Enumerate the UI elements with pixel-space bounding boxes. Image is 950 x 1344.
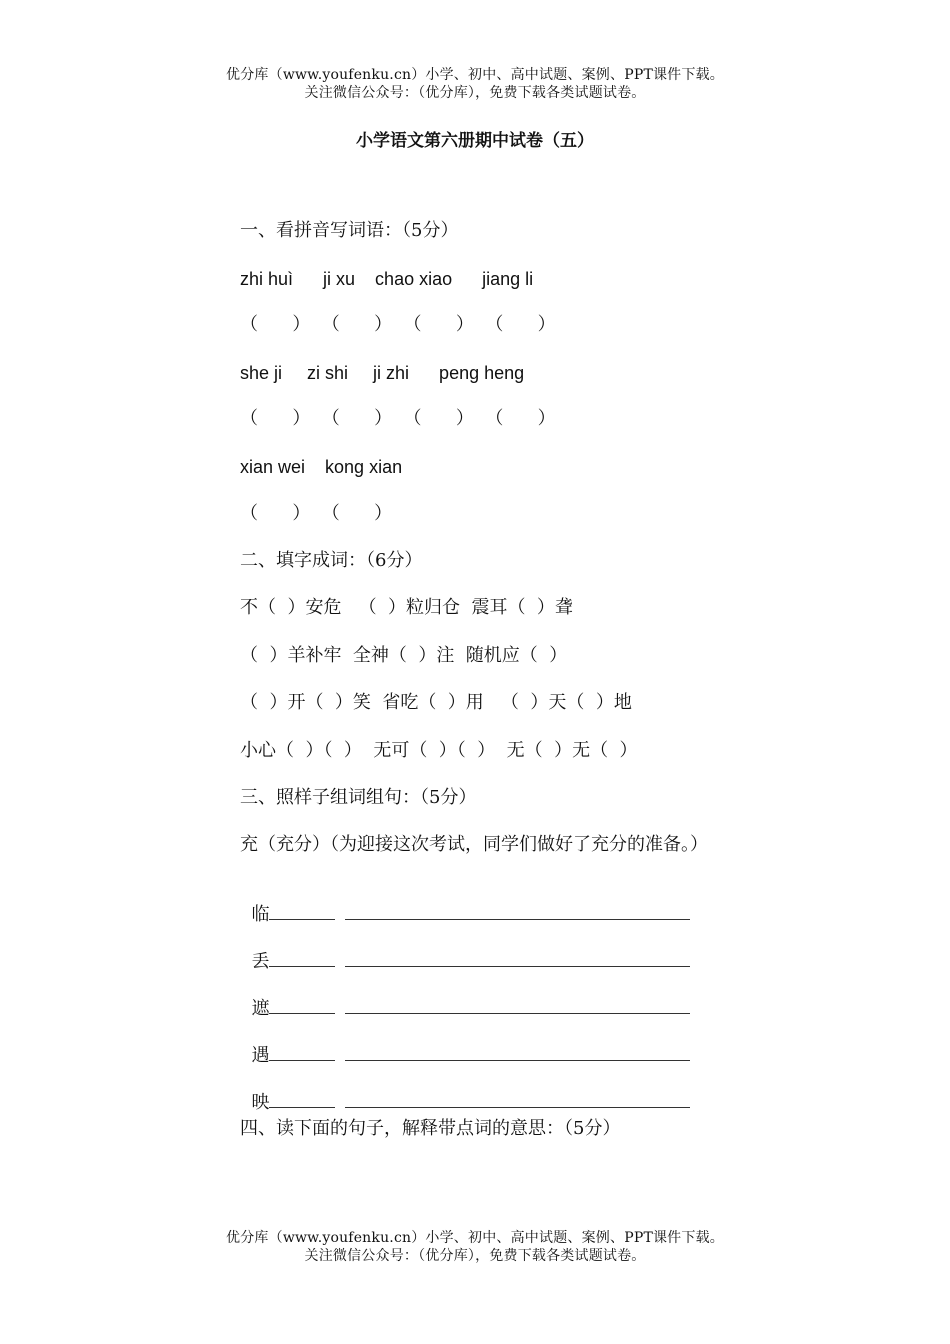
sentence-blank[interactable] [345, 1046, 690, 1061]
compose-row [240, 976, 690, 1020]
sentence-blank[interactable] [345, 999, 690, 1014]
header-line-2: 关注微信公众号：（优分库），免费下载各类试题试卷。 [304, 85, 646, 101]
pinyin-row-1: zhi huì ji xu chao xiao jiang li [240, 269, 534, 289]
word-blank[interactable] [269, 952, 335, 967]
section1-heading: 一、看拼音写词语：（5分） [240, 220, 459, 241]
pinyin-row-3: xian wei kong xian [240, 457, 403, 477]
compose-char: 丢 [251, 951, 270, 972]
word-blank[interactable] [269, 1093, 335, 1108]
idiom-row-3: （ ）开（ ）笑 省吃（ ）用 （ ）天（ ）地 [240, 692, 632, 713]
word-blank[interactable] [269, 1046, 335, 1061]
word-blank[interactable] [269, 999, 335, 1014]
answer-brackets-2: （ ） （ ） （ ） （ ） [240, 408, 556, 429]
idiom-row-4: 小心（ ）（ ） 无可（ ）（ ） 无（ ）无（ ） [240, 740, 638, 761]
sentence-blank[interactable] [345, 905, 690, 920]
compose-row [240, 1023, 690, 1067]
section2-heading: 二、填字成词：（6分） [240, 550, 423, 571]
compose-row [240, 882, 690, 926]
header-line-1: 优分库（www.youfenku.cn）小学、初中、高中试题、案例、PPT课件下载。 [226, 67, 724, 83]
answer-brackets-3: （ ） （ ） [240, 503, 393, 524]
compose-row [240, 1070, 690, 1114]
compose-row [240, 929, 690, 973]
answer-brackets-1: （ ） （ ） （ ） （ ） [240, 314, 556, 335]
compose-char: 遇 [251, 1045, 270, 1066]
pinyin-row-2: she ji zi shi ji zhi peng heng [240, 363, 525, 383]
section3-heading: 三、照样子组词组句：（5分） [240, 787, 477, 808]
page-title: 小学语文第六册期中试卷（五） [356, 131, 594, 151]
page-header [0, 66, 950, 102]
example-sentence: 充（充分）（为迎接这次考试，同学们做好了充分的准备。） [240, 834, 708, 855]
word-blank[interactable] [269, 905, 335, 920]
compose-char: 映 [251, 1092, 270, 1113]
page-footer [0, 1229, 950, 1265]
idiom-row-1: 不（ ）安危 （ ）粒归仓 震耳（ ）聋 [240, 597, 573, 618]
sentence-blank[interactable] [345, 952, 690, 967]
footer-line-2: 关注微信公众号：（优分库），免费下载各类试题试卷。 [304, 1248, 646, 1264]
footer-line-1: 优分库（www.youfenku.cn）小学、初中、高中试题、案例、PPT课件下载。 [226, 1230, 724, 1246]
section4-heading: 四、读下面的句子，解释带点词的意思：（5分） [240, 1118, 621, 1139]
idiom-row-2: （ ）羊补牢 全神（ ）注 随机应（ ） [240, 645, 568, 666]
sentence-blank[interactable] [345, 1093, 690, 1108]
compose-char: 遮 [251, 998, 270, 1019]
compose-char: 临 [251, 904, 270, 925]
